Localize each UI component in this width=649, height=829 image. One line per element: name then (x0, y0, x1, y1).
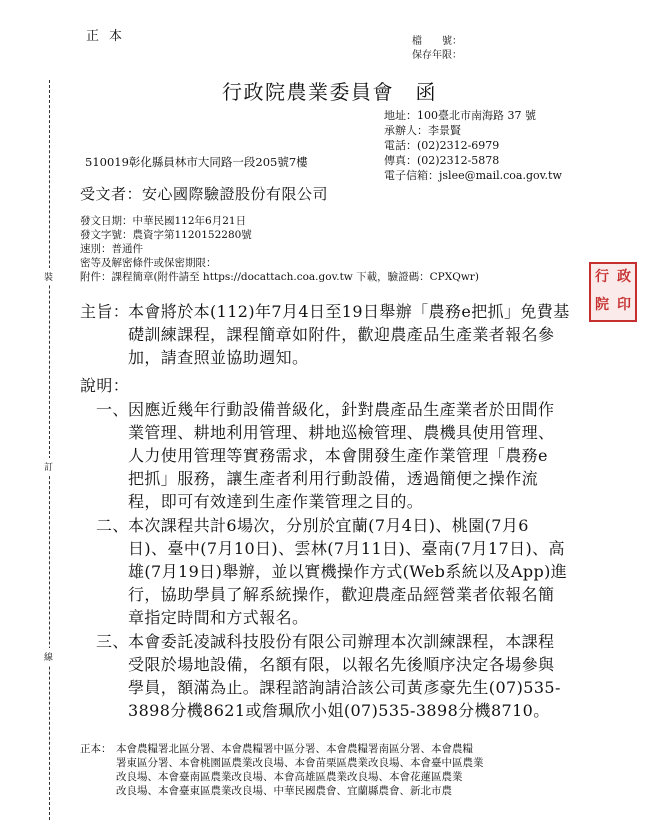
item-line: 受限於場地設備，名額有限，以報名先後順序決定各場參與 (128, 655, 555, 674)
seal-char: 印 (617, 297, 631, 313)
retention-label: 保存年限： (412, 50, 462, 61)
item-line: 學員，額滿為止。課程諮詢請洽該公司黃彥豪先生(07)535- (128, 678, 561, 697)
archive-info (412, 35, 462, 63)
contact-info (384, 108, 562, 183)
secrecy-level: 密等及解密條件或保密期限： (80, 257, 217, 269)
distribution-label: 正本： (80, 743, 112, 755)
subject-line: 礎訓練課程，課程簡章如附件，歡迎農產品生產業者報名參 (128, 325, 555, 344)
phone: 電話：(02)2312-6979 (384, 139, 500, 152)
seal-char: 行 (595, 269, 609, 285)
attachment: 附件：課程簡章(附件請至 https://docattach.coa.gov.tw 下載，驗證碼：CPXQwr) (80, 271, 479, 283)
copy-label: 正本 (86, 29, 133, 44)
document-number: 發文字號：農資字第1120152280號 (80, 229, 252, 241)
issue-date: 發文日期：中華民國112年6月21日 (80, 215, 247, 227)
item-number: 一、 (96, 400, 129, 419)
subject-label: 主旨： (80, 302, 130, 321)
document-meta (80, 214, 479, 284)
official-seal (589, 262, 637, 322)
item-line: 人力使用管理等實務需求，本會開發生產作業管理「農務e (128, 446, 548, 465)
item-line: 章指定時間和方式報名。 (128, 608, 309, 627)
item-line: 本會委託凌誠科技股份有限公司辦理本次訓練課程，本課程 (128, 632, 555, 651)
seal-char: 政 (617, 269, 631, 285)
item-line: 把抓」服務，讓生產者利用行動設備，透過簡便之操作流 (128, 469, 539, 488)
subject-line: 本會將於本(112)年7月4日至19日舉辦「農務e把抓」免費基 (128, 302, 570, 321)
archive-no-label: 檔 號： (412, 36, 462, 47)
distribution-line: 改良場、本會臺東區農業改良場、中華民國農會、宜蘭縣農會、新北市農 (116, 785, 452, 797)
binding-mark: 訂 (44, 458, 53, 475)
item-line: 3898分機8621或詹珮欣小姐(07)535-3898分機8710。 (128, 701, 550, 720)
speed-class: 速別：普通件 (80, 243, 143, 255)
item-line: 業管理、耕地利用管理、耕地巡檢管理、農機具使用管理、 (128, 423, 555, 442)
email: 電子信箱：jslee@mail.coa.gov.tw (384, 169, 562, 182)
item-number: 三、 (96, 632, 129, 651)
subject-line: 加，請查照並協助週知。 (128, 348, 309, 367)
item-line: 行，協助學員了解系統操作，歡迎農產品經營業者依報名簡 (128, 585, 555, 604)
item-line: 程，即可有效達到生產作業管理之目的。 (128, 492, 424, 511)
distribution-line: 署東區分署、本會桃園區農業改良場、本會苗栗區農業改良場、本會臺中區農業 (116, 757, 484, 769)
distribution-line: 改良場、本會臺南區農業改良場、本會高雄區農業改良場、本會花蓮區農業 (116, 771, 463, 783)
item-line: 本次課程共計6場次，分別於宜蘭(7月4日)、桃園(7月6 (128, 516, 529, 535)
item-line: 因應近幾年行動設備普級化，針對農產品生產業者於田間作 (128, 400, 555, 419)
item-number: 二、 (96, 516, 129, 535)
address: 地址：100臺北市南海路 37 號 (384, 109, 536, 122)
fax: 傳真：(02)2312-5878 (384, 154, 500, 167)
distribution-line: 本會農糧署北區分署、本會農糧署中區分署、本會農糧署南區分署、本會農糧 (116, 743, 473, 755)
recipient: 受文者：安心國際驗證股份有限公司 (80, 185, 329, 203)
handler: 承辦人：李景賢 (384, 124, 461, 137)
binding-mark: 線 (44, 648, 53, 665)
item-line: 雄(7月19日)舉辦，並以實機操作方式(Web系統以及App)進 (128, 562, 568, 581)
explanation-label: 說明： (80, 376, 130, 395)
seal-char: 院 (595, 297, 609, 313)
binding-margin-line (49, 80, 50, 820)
recipient-address: 510019彰化縣員林市大同路一段205號7樓 (85, 155, 308, 169)
binding-mark: 裝 (44, 268, 53, 285)
item-line: 日)、臺中(7月10日)、雲林(7月11日)、臺南(7月17日)、高 (128, 539, 565, 558)
document-title: 行政院農業委員會 函 (222, 80, 437, 104)
